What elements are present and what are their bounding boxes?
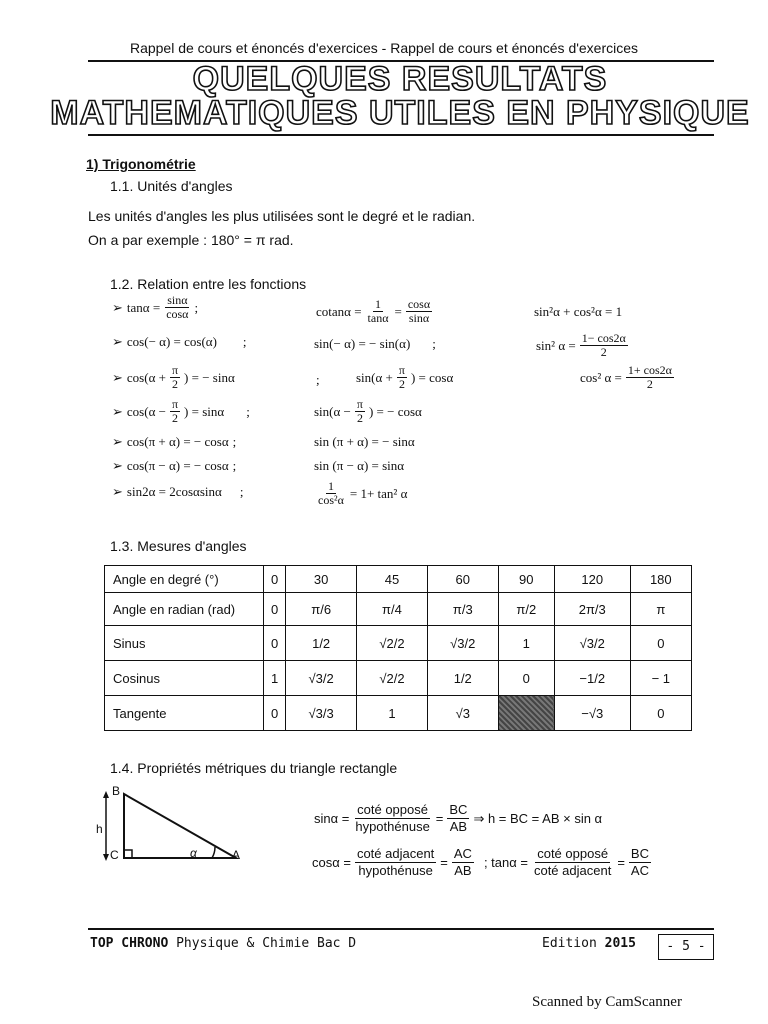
formula-text: sin(α + <box>356 369 393 385</box>
formula-sin-neg <box>314 336 436 352</box>
fraction <box>164 294 190 321</box>
formula-text: ) = − cosα <box>368 403 422 419</box>
table-cell: 0 <box>264 626 286 661</box>
table-cell: 0 <box>630 626 691 661</box>
table-cell: 30 <box>286 566 357 593</box>
denominator: 2 <box>172 377 178 391</box>
bullet-icon: ➢ <box>112 403 123 419</box>
formula-cos-pi-plus <box>112 434 236 450</box>
table-row <box>105 661 692 696</box>
table-cell: π/3 <box>427 593 498 626</box>
table-cell: 60 <box>427 566 498 593</box>
numerator: 1 <box>327 479 334 493</box>
separator: ; <box>246 403 250 419</box>
body-text: Les unités d'angles les plus utilisées sont le degré et le radian. <box>88 208 476 224</box>
separator: ; <box>194 299 199 315</box>
table-cell: 180 <box>630 566 691 593</box>
angle-table <box>104 565 692 731</box>
edition-year: 2015 <box>604 936 636 951</box>
label-alpha: α <box>190 846 197 860</box>
row-label: Tangente <box>105 696 264 731</box>
formula-sin-pi-minus: sin (π − α) = sinα <box>314 458 405 473</box>
formula-text: sinα = <box>314 811 350 826</box>
subsection-title: 1.4. Propriétés métriques du triangle rectangle <box>110 760 398 776</box>
equals: = <box>394 303 402 319</box>
bullet-icon: ➢ <box>112 434 123 449</box>
label-A: A <box>232 848 241 862</box>
table-cell: √3 <box>427 696 498 731</box>
edition-label: Edition <box>542 936 597 951</box>
numerator: π <box>356 397 363 411</box>
formula-sin-pi-plus: sin (π + α) = − sinα <box>314 434 415 449</box>
formula-cos-minus-pi2 <box>112 398 250 425</box>
running-header: Rappel de cours et énoncés d'exercices - Rappel de cours et énoncés d'exercices <box>129 40 639 56</box>
fraction <box>170 398 180 425</box>
denominator: 2 <box>600 345 607 359</box>
bullet-icon: ➢ <box>112 369 123 385</box>
table-cell: √2/2 <box>357 626 428 661</box>
fraction <box>397 364 407 391</box>
formula-text: ) = cosα <box>410 369 454 385</box>
table-cell: √3/3 <box>286 696 357 731</box>
separator: ; <box>316 372 320 387</box>
section-heading: 1) Trigonométrie <box>86 156 196 172</box>
fraction <box>452 846 474 879</box>
formula-text: cotanα = <box>316 303 362 319</box>
numerator: 1 <box>375 297 382 311</box>
numerator: coté opposé <box>537 846 609 861</box>
denominator: cosα <box>166 307 189 321</box>
formula-text: cos(α − <box>126 403 166 419</box>
bullet-icon: ➢ <box>112 484 123 499</box>
formula-text: ; tanα = <box>483 855 528 870</box>
table-cell: 0 <box>264 566 286 593</box>
numerator: π <box>398 363 405 377</box>
denominator: hypothénuse <box>358 863 433 878</box>
title-line-1: QUELQUES RESULTATS <box>192 60 608 98</box>
denominator: AC <box>630 863 649 878</box>
fraction <box>353 802 431 835</box>
separator: ; <box>239 484 244 499</box>
fraction <box>355 846 436 879</box>
body-text: On a par exemple : 180° = π rad. <box>88 232 294 248</box>
formula-cotan <box>316 298 432 325</box>
fraction <box>532 846 613 879</box>
formula-text: = 1+ tan² α <box>349 485 408 501</box>
formula-sin-plus-pi2 <box>356 364 453 391</box>
numerator: π <box>171 397 179 411</box>
denominator: tanα <box>367 311 389 325</box>
arrow-head-up <box>103 791 109 798</box>
fraction <box>626 364 674 391</box>
right-angle-mark <box>124 850 132 858</box>
table-cell: √2/2 <box>357 661 428 696</box>
numerator: BC <box>449 802 468 817</box>
row-label: Angle en degré (°) <box>105 566 264 593</box>
formula-sin-minus-pi2 <box>314 398 422 425</box>
fraction <box>406 298 432 325</box>
formula-text: tanα = <box>126 299 161 315</box>
denominator: AB <box>454 863 472 878</box>
title-line-2: MATHEMATIQUES UTILES EN PHYSIQUE <box>50 94 750 132</box>
triangle-shape <box>124 794 236 858</box>
formula-text: sin(α − <box>314 403 351 419</box>
separator: ; <box>432 336 436 351</box>
bullet-icon: ➢ <box>112 299 123 315</box>
title-rule <box>88 134 714 136</box>
formula-text: cosα = <box>312 855 351 870</box>
table-cell: 0 <box>264 593 286 626</box>
table-cell: −√3 <box>554 696 630 731</box>
formula-text: ) = sinα <box>184 403 225 419</box>
denominator: hypothénuse <box>355 819 430 834</box>
numerator: π <box>171 363 179 377</box>
numerator: cosα <box>407 297 431 311</box>
table-cell: 1 <box>264 661 286 696</box>
formula-cos-square <box>580 364 674 391</box>
table-cell: 90 <box>498 566 554 593</box>
formula-sin2a <box>112 484 243 500</box>
table-cell: 1 <box>357 696 428 731</box>
formula-text: cos(π − α) = − cosα <box>126 458 229 473</box>
table-row <box>105 593 692 626</box>
equals: = <box>440 855 448 870</box>
denominator: sinα <box>408 311 430 325</box>
numerator: 1+ cos2α <box>627 363 672 377</box>
formula-text: cos(α + <box>126 369 166 385</box>
denominator: coté adjacent <box>533 863 612 878</box>
formula-inverse-cos2 <box>316 480 407 507</box>
footer-left <box>90 936 356 951</box>
table-cell: 1/2 <box>427 661 498 696</box>
formula-sin-triangle <box>314 802 602 835</box>
row-label: Cosinus <box>105 661 264 696</box>
table-row <box>105 696 692 731</box>
equals: = <box>435 811 444 826</box>
fraction <box>170 364 180 391</box>
equals: = <box>617 855 625 870</box>
formula-text: sin² α = <box>536 337 576 353</box>
scanner-watermark: Scanned by CamScanner <box>532 994 682 1010</box>
fraction <box>316 480 346 507</box>
footer-rule <box>88 928 714 930</box>
formula-pythagore: sin²α + cos²α = 1 <box>534 304 623 319</box>
bullet-icon: ➢ <box>112 458 123 473</box>
table-cell: 1/2 <box>286 626 357 661</box>
table-cell: 0 <box>264 696 286 731</box>
denominator: 2 <box>356 411 363 425</box>
denominator: 2 <box>398 377 405 391</box>
formula-cos-neg <box>112 334 247 350</box>
denominator: 2 <box>646 377 653 391</box>
angle-arc <box>212 847 215 858</box>
arrow-head-down <box>103 854 109 861</box>
table-cell: π <box>630 593 691 626</box>
table-cell: 45 <box>357 566 428 593</box>
subsection-title: 1.2. Relation entre les fonctions <box>110 276 307 292</box>
table-cell: π/4 <box>357 593 428 626</box>
subsection-title: 1.3. Mesures d'angles <box>110 538 247 554</box>
table-cell: √3/2 <box>554 626 630 661</box>
bullet-icon: ➢ <box>112 334 123 349</box>
table-cell: √3/2 <box>286 661 357 696</box>
numerator: AC <box>453 846 472 861</box>
formula-cos-tan-triangle <box>312 846 651 879</box>
table-cell: √3/2 <box>427 626 498 661</box>
label-h: h <box>96 822 103 836</box>
label-C: C <box>110 848 119 862</box>
table-cell: 120 <box>554 566 630 593</box>
subsection-title: 1.1. Unités d'angles <box>110 178 233 194</box>
table-cell: π/2 <box>498 593 554 626</box>
table-cell: 0 <box>630 696 691 731</box>
table-cell <box>498 696 554 731</box>
formula-text: cos(π + α) = − cosα <box>126 434 229 449</box>
numerator: sinα <box>167 293 188 307</box>
table-row <box>105 566 692 593</box>
footer-edition <box>542 936 636 951</box>
formula-tan <box>112 294 198 321</box>
table-cell: − 1 <box>630 661 691 696</box>
numerator: coté opposé <box>357 802 428 817</box>
fraction <box>355 398 365 425</box>
separator: ; <box>232 434 237 449</box>
formula-text: sin2α = 2cosαsinα <box>126 484 222 499</box>
numerator: 1− cos2α <box>581 331 626 345</box>
table-cell: 1 <box>498 626 554 661</box>
formula-cos-plus-pi2 <box>112 364 235 391</box>
formula-text: cos(− α) = cos(α) <box>126 334 217 349</box>
row-label: Angle en radian (rad) <box>105 593 264 626</box>
table-row <box>105 626 692 661</box>
formula-sin-square <box>536 332 628 359</box>
table-cell: 2π/3 <box>554 593 630 626</box>
fraction <box>580 332 628 359</box>
denominator: cos²α <box>318 493 344 507</box>
row-label: Sinus <box>105 626 264 661</box>
separator: ; <box>242 334 247 349</box>
subject: Physique & Chimie Bac D <box>176 936 357 951</box>
denominator: AB <box>449 819 468 834</box>
numerator: coté adjacent <box>356 846 435 861</box>
fraction <box>366 298 391 325</box>
table-cell: π/6 <box>286 593 357 626</box>
formula-text: cos² α = <box>580 369 622 385</box>
page-number: - 5 - <box>658 934 714 960</box>
formula-text: sin(− α) = − sin(α) <box>314 336 411 351</box>
denominator: 2 <box>172 411 178 425</box>
formula-cos-pi-minus <box>112 458 236 474</box>
formula-text: ) = − sinα <box>184 369 235 385</box>
fraction <box>447 802 469 835</box>
table-cell: −1/2 <box>554 661 630 696</box>
formula-text: ⇒ h = BC = AB × sin α <box>473 810 603 826</box>
fraction <box>629 846 651 879</box>
table-cell: 0 <box>498 661 554 696</box>
label-B: B <box>112 784 121 798</box>
numerator: BC <box>630 846 649 861</box>
book-name: TOP CHRONO <box>90 936 169 951</box>
separator: ; <box>232 458 237 473</box>
